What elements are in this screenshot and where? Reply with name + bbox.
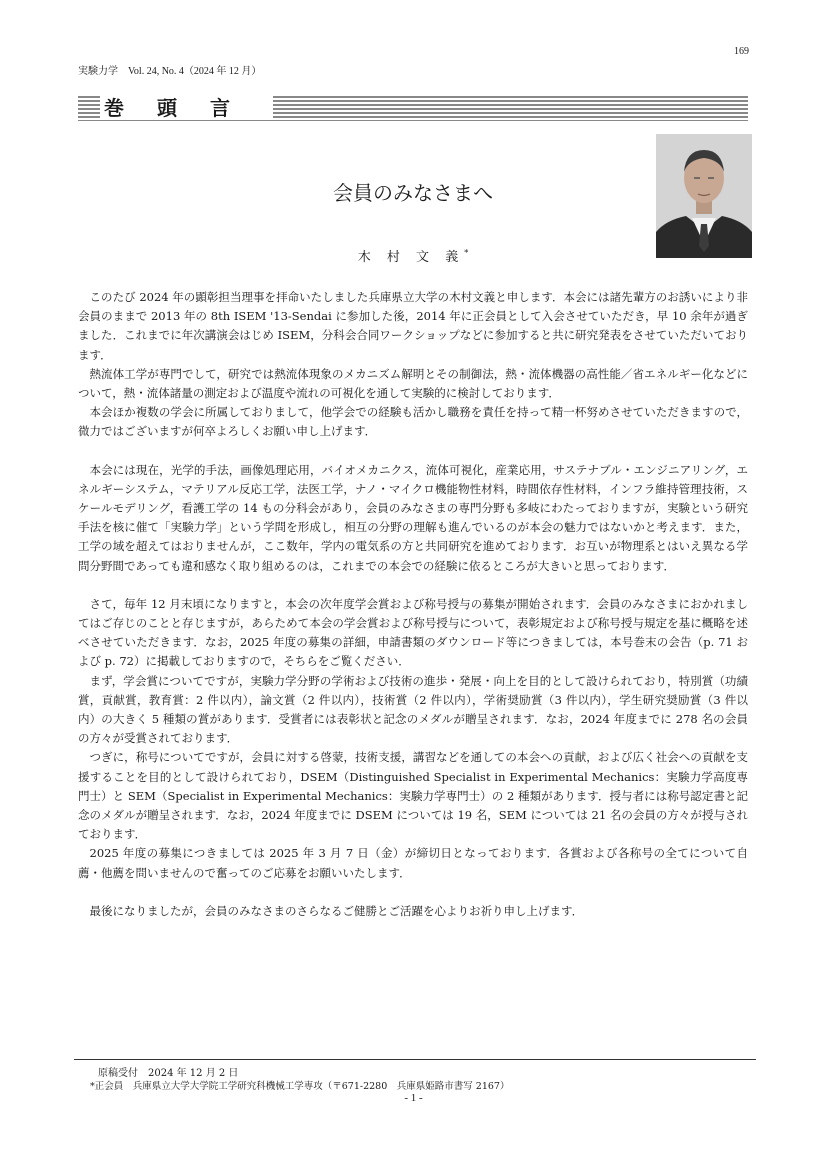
- body-paragraph: 2025 年度の募集につきましては 2025 年 3 月 7 日（金）が締切日となっております．各賞および各称号の全てについて自薦・他薦を問いませんので奮ってのご応募をお願いいたします．: [78, 846, 748, 880]
- body-paragraph: 本会には現在，光学的手法，画像処理応用，バイオメカニクス，流体可視化，産業応用，サステナブル・エンジニアリング，エネルギーシステム，マテリアル反応工学，法医工学，ナノ・マイクロ機能物性材料，時間依存性材料，インフラ維持管理技術，スケールモデリング，看護工学の 14 もの分科会があり，会員のみなさまの専門分野も多岐にわたっておりますが，実験という研究手法を核に催て「実験力学」という学問を形成し，相互の分野の理解も進んでいるのが本会の魅力ではないかと考えます．また，工学の域を超えてはおりませんが，ここ数年，学内の電気系の方と共同研究を進めております．お互いが物理系とはいえ異なる学問分野間であっても違和感なく取り組めるのは，これまでの本会での経験に依るところが大きいと思っております．: [78, 462, 748, 573]
- body-paragraph: 熱流体工学が専門でして，研究では熱流体現象のメカニズム解明とその制御法，熱・流体機器の高性能／省エネルギー化などについて，熱・流体諸量の測定および温度や流れの可視化を通して実験的に検討しております．: [78, 366, 748, 401]
- author-text: 木 村 文 義: [357, 250, 465, 265]
- paragraph-gap: [78, 442, 748, 461]
- body-paragraph: さて，毎年 12 月末頃になりますと，本会の次年度学会賞および称号授与の募集が開始されます．会員のみなさまにおかれましてはご存じのことと存じますが，あらためて本会の学会賞および称号授与について，表彰規定および称号授与規定を基に概略を述べさせていただきます．なお，2025 年度の募集の詳細，申請書類のダウンロード等につきましては，本号巻末の会告（p. 71 および p. 72）に掲載しておりますので，そちらをご覧ください．: [78, 596, 748, 669]
- footnote-rule: [74, 1059, 756, 1060]
- body-paragraph: 本会ほか複数の学会に所属しておりまして，他学会での経験も活かし職務を責任を持って精一杯努めさせていただきますので，微力ではございますが何卒よろしくお願い申し上げます．: [78, 405, 748, 439]
- body-paragraph: つぎに，称号についてですが，会員に対する啓蒙，技術支援，講習などを通しての本会への貢献，および広く社会への貢献を支援することを目的として設けられており，DSEM（Distinguished Specialist in Experimental Mechanics：実験力学高度専門士）と SEM（Specialist in Experimental Mechanics：実験力学専門士）の 2 種類があります．授与者には称号認定書と記念のメダルが贈呈されます．なお，2024 年度までに DSEM については 19 名，SEM については 21 名の会員の方々が授与されております．: [78, 750, 748, 842]
- section-banner: [78, 95, 748, 121]
- author-affiliation: *正会員 兵庫県立大学大学院工学研究科機械工学専攻（〒671-2280 兵庫県姫路市書写 2167）: [90, 1081, 510, 1092]
- article-body: [78, 288, 748, 921]
- paragraph-gap: [78, 576, 748, 595]
- body-paragraph: 最後になりましたが，会員のみなさまのさらなるご健勝とご活躍を心よりお祈り申し上げます．: [89, 903, 584, 918]
- body-paragraph: まず，学会賞についてですが，実験力学分野の学術および技術の進歩・発展・向上を目的として設けられており，特別賞（功績賞，貢献賞，教育賞：2 件以内），論文賞（2 件以内），技術賞（2 件以内），学術奨励賞（3 件以内），学生研究奨励賞（3 件以内）の大きく 5 種類の賞があります．受賞者には表彰状と記念のメダルが贈呈されます．なお，2024 年度までに 278 名の会員の方々が受賞されております．: [78, 673, 748, 746]
- section-label: 巻頭言: [100, 96, 273, 120]
- author-name: [78, 246, 748, 265]
- article-title: 会員のみなさまへ: [333, 181, 493, 205]
- received-date: 原稿受付 2024 年 12 月 2 日: [98, 1068, 239, 1079]
- paragraph-gap: [78, 883, 748, 902]
- body-paragraph: このたび 2024 年の顕彰担当理事を拝命いたしました兵庫県立大学の木村文義と申します．本会には諸先輩方のお誘いにより非会員のままで 2013 年の 8th ISEM '13-Sendai に参加した後，2014 年に正会員として入会させていただき，早 10 余年が過ぎました．これまでに年次講演会はじめ ISEM，分科会合同ワークショップなどに参加すると共に研究発表をさせていただいております．: [78, 290, 748, 362]
- author-footnote-mark: *: [464, 248, 469, 258]
- journal-citation: 実験力学 Vol. 24, No. 4（2024 年 12 月）: [78, 66, 262, 77]
- page-folio: - 1 -: [404, 1092, 423, 1104]
- page-number: 169: [734, 46, 749, 57]
